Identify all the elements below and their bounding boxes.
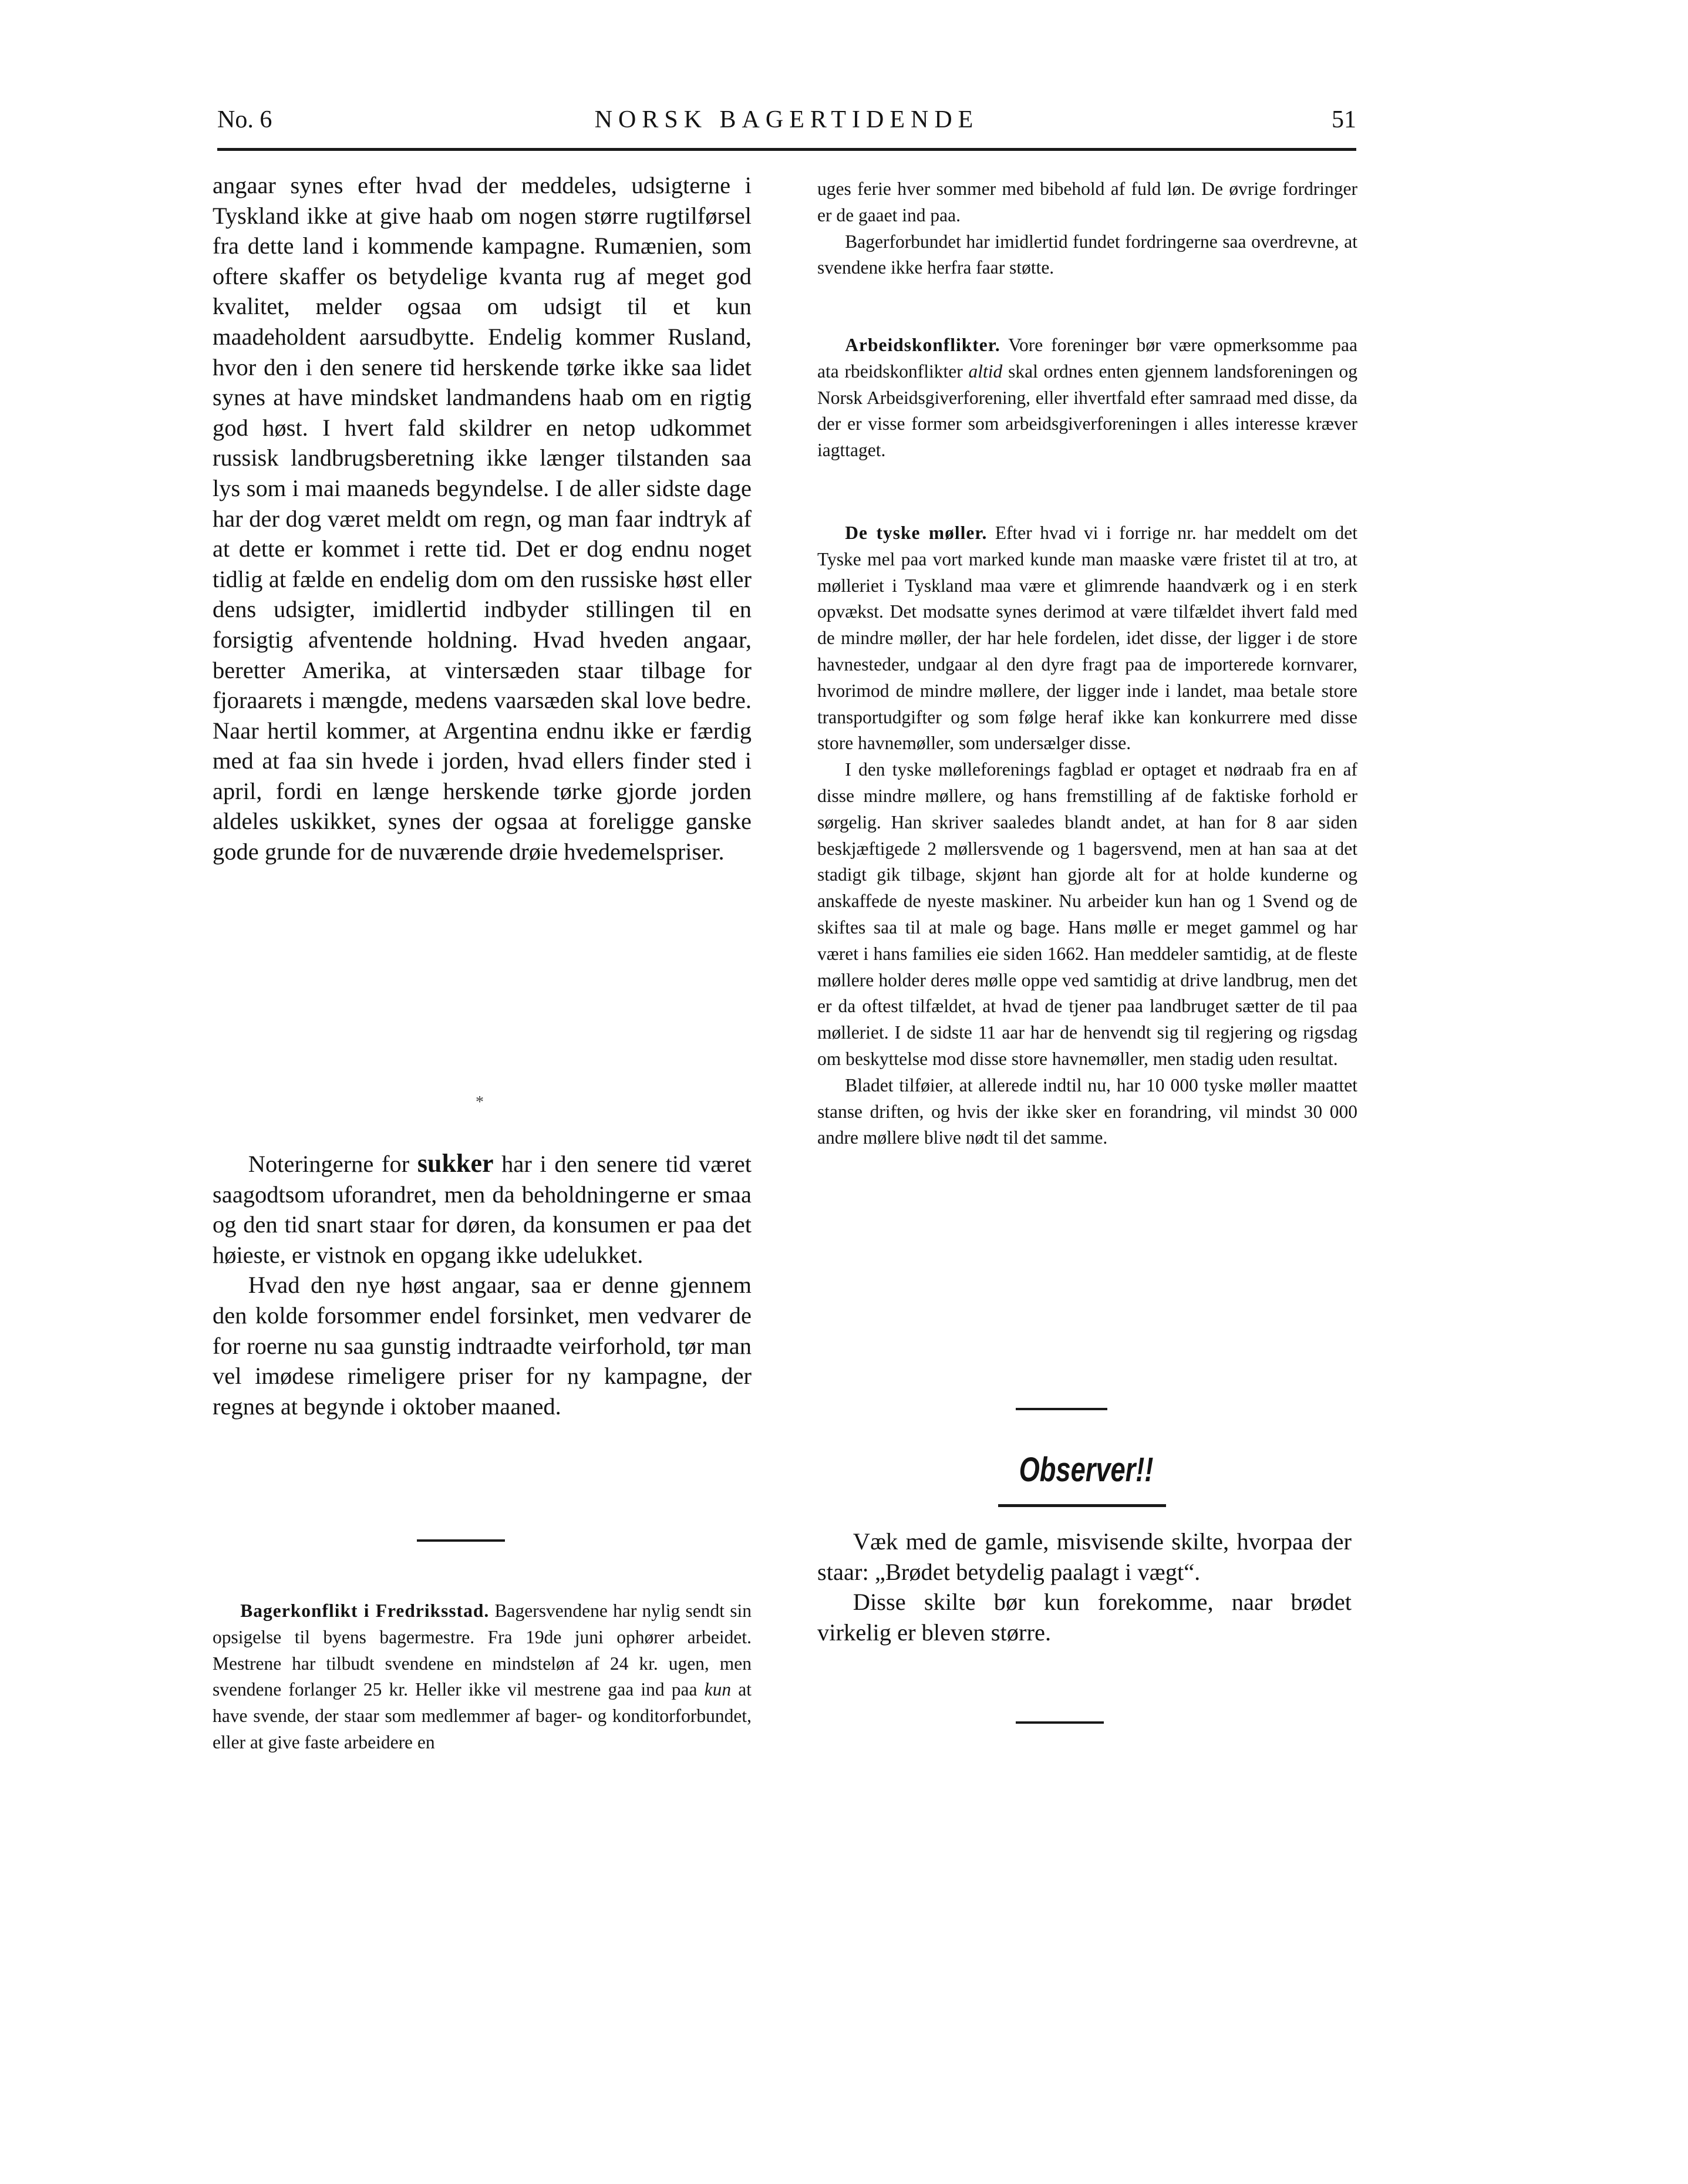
- conflict-continued-paragraph: uges ferie hver sommer med bibehold af fuld løn. De øvrige fordringer er de gaaet ind paa.: [817, 178, 1357, 225]
- issue-number: No. 6: [217, 106, 272, 133]
- page-header: [217, 106, 1356, 141]
- observer-title: Observer!!: [1019, 1451, 1154, 1489]
- bakers-union-paragraph: Bagerforbundet har imidlertid fundet fordringerne saa overdrevne, at svendene ikke herfra faar støtte.: [817, 231, 1357, 278]
- observer-title-underline: [998, 1504, 1166, 1507]
- bakers-conflict-heading: Bagerkonflikt i Fredriksstad.: [240, 1600, 490, 1621]
- german-mills-paragraph-1: De tyske møller. Efter hvad vi i forrige nr. har meddelt om det Tyske mel paa vort marked kunde man maaske være fristet til at tro, at mølleriet i Tyskland maa være et glimrende haandværk og i en sterk opvækst. Det modsatte synes derimod at være tilfældet ihvert fald med de mindre møller, der har hele fordelen, idet disse, der ligger i de store havnesteder, undgaar al den dyre fragt paa de importerede kornvarer, hvorimod de mindre møllere, der ligger inde i landet, maa betale store transportudgifter og som følge heraf ikke kan konkurrere med disse store havnemøller, som undersælger disse.: [817, 523, 1357, 754]
- section-divider-right: [1016, 1408, 1107, 1410]
- german-mills-heading: De tyske møller.: [845, 523, 988, 543]
- observer-notice: [817, 1526, 1352, 1647]
- observer-paragraph-1: Væk med de gamle, misvisende skilte, hvorpaa der staar: „Brødet betydelig paalagt i vægt“.: [817, 1528, 1352, 1585]
- observer-paragraph-2: Disse skilte bør kun forekomme, naar brødet virkelig er bleven større.: [817, 1589, 1352, 1646]
- bakers-conflict-article: [213, 1598, 752, 1756]
- labor-conflicts-paragraph: Arbeidskonflikter. Vore foreninger bør være opmerksomme paa ata rbeidskonflikter altid skal ordnes enten gjennem landsforeningen og Norsk Arbeidsgiverforening, eller ihvertfald efter samraad med disse, da der er visse former som arbeidsgiverforeningen i alles interesse kræver iagttaget.: [817, 335, 1357, 461]
- german-mills-paragraph-3: Bladet tilføier, at allerede indtil nu, har 10 000 tyske møller maattet stanse driften, og hvis der ikke sker en forandring, vil mindst 30 000 andre møllere blive nødt til det samme.: [817, 1074, 1357, 1148]
- labor-conflicts-article: [817, 332, 1357, 464]
- section-asterisk: *: [476, 1093, 484, 1111]
- harvest-paragraph: Hvad den nye høst angaar, saa er denne gjennem den kolde forsommer endel forsinket, men vedvarer de for roerne nu saa gunstig indtraadte veirforhold, tør man vel imødese rimeligere priser for ny kampagne, der regnes at begynde i oktober maaned.: [213, 1272, 752, 1420]
- rye-paragraph: angaar synes efter hvad der meddeles, udsigterne i Tyskland ikke at give haab om nogen større rugtilførsel fra dette land i kommende kampagne. Rumænien, som oftere skaffer os betydelige kvanta rug af meget god kvalitet, melder ogsaa om udsigt til et kun maadeholdent aarsudbytte. Endelig kommer Rusland, hvor den i den senere tid herskende tørke ikke saa lidet synes at have mindsket landmandens haab om en rigtig god høst. I hvert fald skildrer en netop udkommet russisk landbrugsberetning ikke længer tilstanden saa lys som i mai maaneds begyndelse. I de aller sidste dage har der dog været meldt om regn, og man faar indtryk af at dette er kommet i rette tid. Det er dog endnu noget tidlig at fælde en endelig dom om den russiske høst eller dens udsigter, imidlertid indbyder stillingen til en forsigtig afventende holdning. Hvad hveden angaar, beretter Amerika, at vintersæden staar tilbage for fjoraarets i mængde, medens vaarsæden skal love bedre. Naar hertil kommer, at Argentina endnu ikke er færdig med at faa sin hvede i jorden, hvad ellers finder sted i april, fordi en længe herskende tørke gjorde jorden aldeles uskikket, synes der ogsaa at foreligge ganske gode grunde for de nuværende drøie hvedemelspriser.: [213, 172, 752, 865]
- bakers-conflict-paragraph: Bagerkonflikt i Fredriksstad. Bagersvendene har nylig sendt sin opsigelse til byens bagermestre. Fra 19de juni ophører arbeidet. Mestrene har tilbudt svendene en mindsteløn af 24 kr. ugen, men svendene forlanger 25 kr. Heller ikke vil mestrene gaa ind paa kun at have svende, der staar som medlemmer af bager- og konditorforbundet, eller at give faste arbeidere en: [213, 1600, 752, 1752]
- page-number: 51: [1332, 106, 1356, 133]
- right-column-top: [817, 176, 1357, 281]
- section-divider-bottom: [1016, 1721, 1104, 1724]
- sugar-section: [213, 1148, 752, 1421]
- left-column-market-report: [213, 170, 752, 867]
- labor-conflicts-heading: Arbeidskonflikter.: [845, 335, 1000, 355]
- sugar-paragraph: Noteringerne for sukker har i den senere tid været saagodtsom uforandret, men da beholdningerne er smaa og den tid snart staar for døren, da konsumen er paa det høieste, er vistnok en opgang ikke udelukket.: [213, 1149, 752, 1268]
- german-mills-paragraph-2: I den tyske mølleforenings fagblad er optaget et nødraab fra en af disse mindre møllere, og hans fremstilling af de faktiske forhold er sørgelig. Han skriver saaledes blandt andet, at han for 8 aar siden beskjæftigede 2 møllersvende og 1 bagersvend, men at han saa at det stadigt gik tilbage, skjønt han gjorde alt for at holde kunderne og anskaffede de nyeste maskiner. Nu arbeider kun han og 1 Svend og de skiftes saa til at male og bage. Hans mølle er meget gammel og har været i hans families eie siden 1662. Han meddeler samtidig, at de fleste møllere holder deres mølle oppe ved samtidig at drive landbrug, men det er da oftest tilfældet, at hvad de tjener paa landbruget sætter de til paa mølleriet. I de sidste 11 aar har de henvendt sig til regjering og rigsdag om beskyttelse mod disse store havnemøller, men stadig uden resultat.: [817, 759, 1357, 1069]
- header-rule: [217, 148, 1356, 151]
- sugar-keyword: sukker: [417, 1149, 494, 1178]
- german-mills-article: [817, 520, 1357, 1151]
- section-divider-left: [417, 1539, 505, 1542]
- masthead-title: NORSK BAGERTIDENDE: [594, 106, 979, 133]
